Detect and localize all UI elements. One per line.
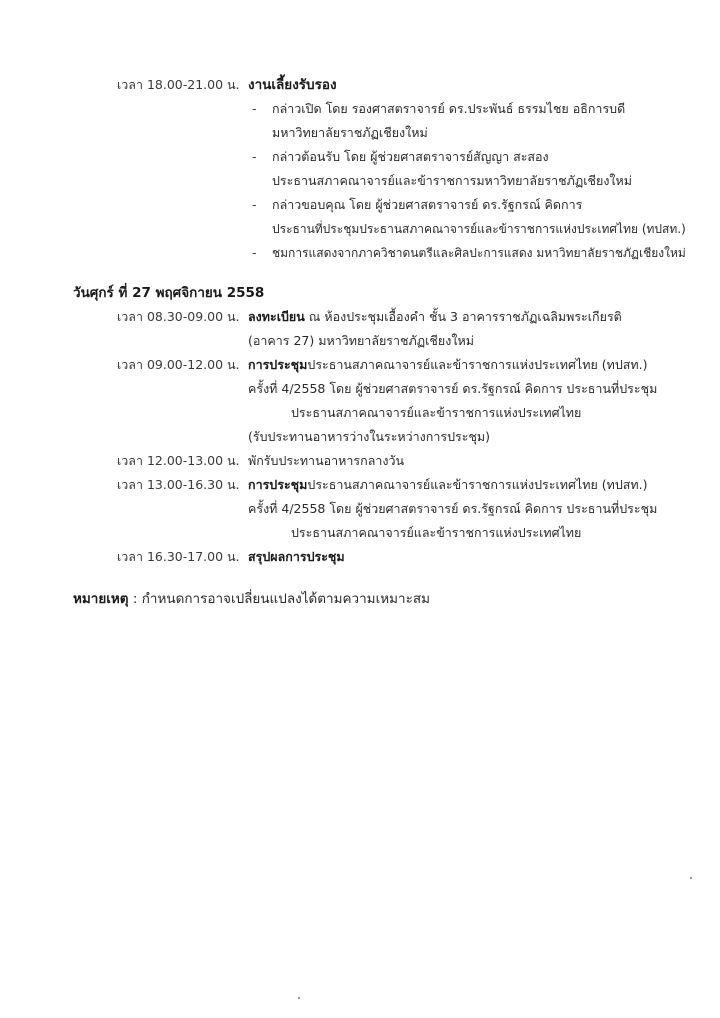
evening-item-2-line2: ประธานสภาคณาจารย์และข้าราชการมหาวิทยาลัยราชภัฏเชียงใหม่ bbox=[272, 173, 633, 188]
meeting2-line3: ประธานสภาคณาจารย์และข้าราชการแห่งประเทศไทย bbox=[291, 525, 582, 540]
note-text: : กำหนดการอาจเปลี่ยนแปลงได้ตามความเหมาะสม bbox=[128, 591, 430, 607]
evening-item-2-line1: กล่าวต้อนรับ โดย ผู้ช่วยศาสตราจารย์สัญญา สะสอง bbox=[272, 149, 549, 164]
meeting1-detail: ประธานสภาคณาจารย์และข้าราชการแห่งประเทศไทย (ทปสท.) bbox=[307, 357, 648, 372]
lunch-text: พักรับประทานอาหารกลางวัน bbox=[248, 453, 405, 468]
registration-line2: (อาคาร 27) มหาวิทยาลัยราชภัฏเชียงใหม่ bbox=[248, 333, 474, 348]
evening-time: เวลา 18.00-21.00 น. bbox=[117, 77, 240, 92]
summary-time: เวลา 16.30-17.00 น. bbox=[117, 549, 240, 564]
day-heading: วันศุกร์ ที่ 27 พฤศจิกายน 2558 bbox=[73, 285, 265, 301]
note-label: หมายเหตุ bbox=[73, 591, 129, 607]
note-line bbox=[73, 590, 430, 608]
meeting1-line2: ครั้งที่ 4/2558 โดย ผู้ช่วยศาสตราจารย์ ดร.รัฐกรณ์ คิดการ ประธานที่ประชุม bbox=[248, 381, 658, 396]
meeting2-label: การประชุม bbox=[248, 477, 308, 492]
meeting1-line4: (รับประทานอาหารว่างในระหว่างการประชุม) bbox=[248, 429, 491, 444]
scan-speck bbox=[298, 997, 300, 999]
summary-label: สรุปผลการประชุม bbox=[248, 549, 345, 564]
registration-detail: ณ ห้องประชุมเอื้องคำ ชั้น 3 อาคารราชภัฏเฉลิมพระเกียรติ bbox=[304, 309, 622, 324]
evening-item-3-line2: ประธานที่ประชุมประธานสภาคณาจารย์และข้าราชการแห่งประเทศไทย (ทปสท.) bbox=[272, 222, 686, 236]
evening-item-1-line1: กล่าวเปิด โดย รองศาสตราจารย์ ดร.ประพันธ์ ธรรมไชย อธิการบดี bbox=[272, 101, 626, 116]
evening-item-2-dash: - bbox=[252, 149, 257, 164]
evening-item-1-line2: มหาวิทยาลัยราชภัฏเชียงใหม่ bbox=[272, 125, 428, 140]
meeting1-label: การประชุม bbox=[248, 357, 308, 372]
scan-speck bbox=[690, 877, 692, 879]
lunch-time: เวลา 12.00-13.00 น. bbox=[117, 453, 240, 468]
registration-time: เวลา 08.30-09.00 น. bbox=[117, 309, 240, 324]
evening-item-4-dash: - bbox=[252, 245, 257, 260]
meeting1-line3: ประธานสภาคณาจารย์และข้าราชการแห่งประเทศไทย bbox=[291, 405, 582, 420]
meeting2-detail: ประธานสภาคณาจารย์และข้าราชการแห่งประเทศไทย (ทปสท.) bbox=[307, 477, 648, 492]
evening-title: งานเลี้ยงรับรอง bbox=[248, 77, 337, 93]
evening-item-1-dash: - bbox=[252, 101, 257, 116]
meeting1-line1 bbox=[248, 356, 648, 374]
meeting2-time: เวลา 13.00-16.30 น. bbox=[117, 477, 240, 492]
meeting1-time: เวลา 09.00-12.00 น. bbox=[117, 357, 240, 372]
registration-label: ลงทะเบียน bbox=[248, 309, 305, 324]
evening-item-3-line1: กล่าวขอบคุณ โดย ผู้ช่วยศาสตราจารย์ ดร.รัฐกรณ์ คิดการ bbox=[272, 197, 583, 212]
evening-item-4-line1: ชมการแสดงจากภาควิชาดนตรีและศิลปะการแสดง มหาวิทยาลัยราชภัฏเชียงใหม่ bbox=[272, 246, 686, 260]
evening-item-3-dash: - bbox=[252, 197, 257, 212]
registration-line1 bbox=[248, 308, 622, 326]
meeting2-line2: ครั้งที่ 4/2558 โดย ผู้ช่วยศาสตราจารย์ ดร.รัฐกรณ์ คิดการ ประธานที่ประชุม bbox=[248, 501, 658, 516]
meeting2-line1 bbox=[248, 476, 648, 494]
